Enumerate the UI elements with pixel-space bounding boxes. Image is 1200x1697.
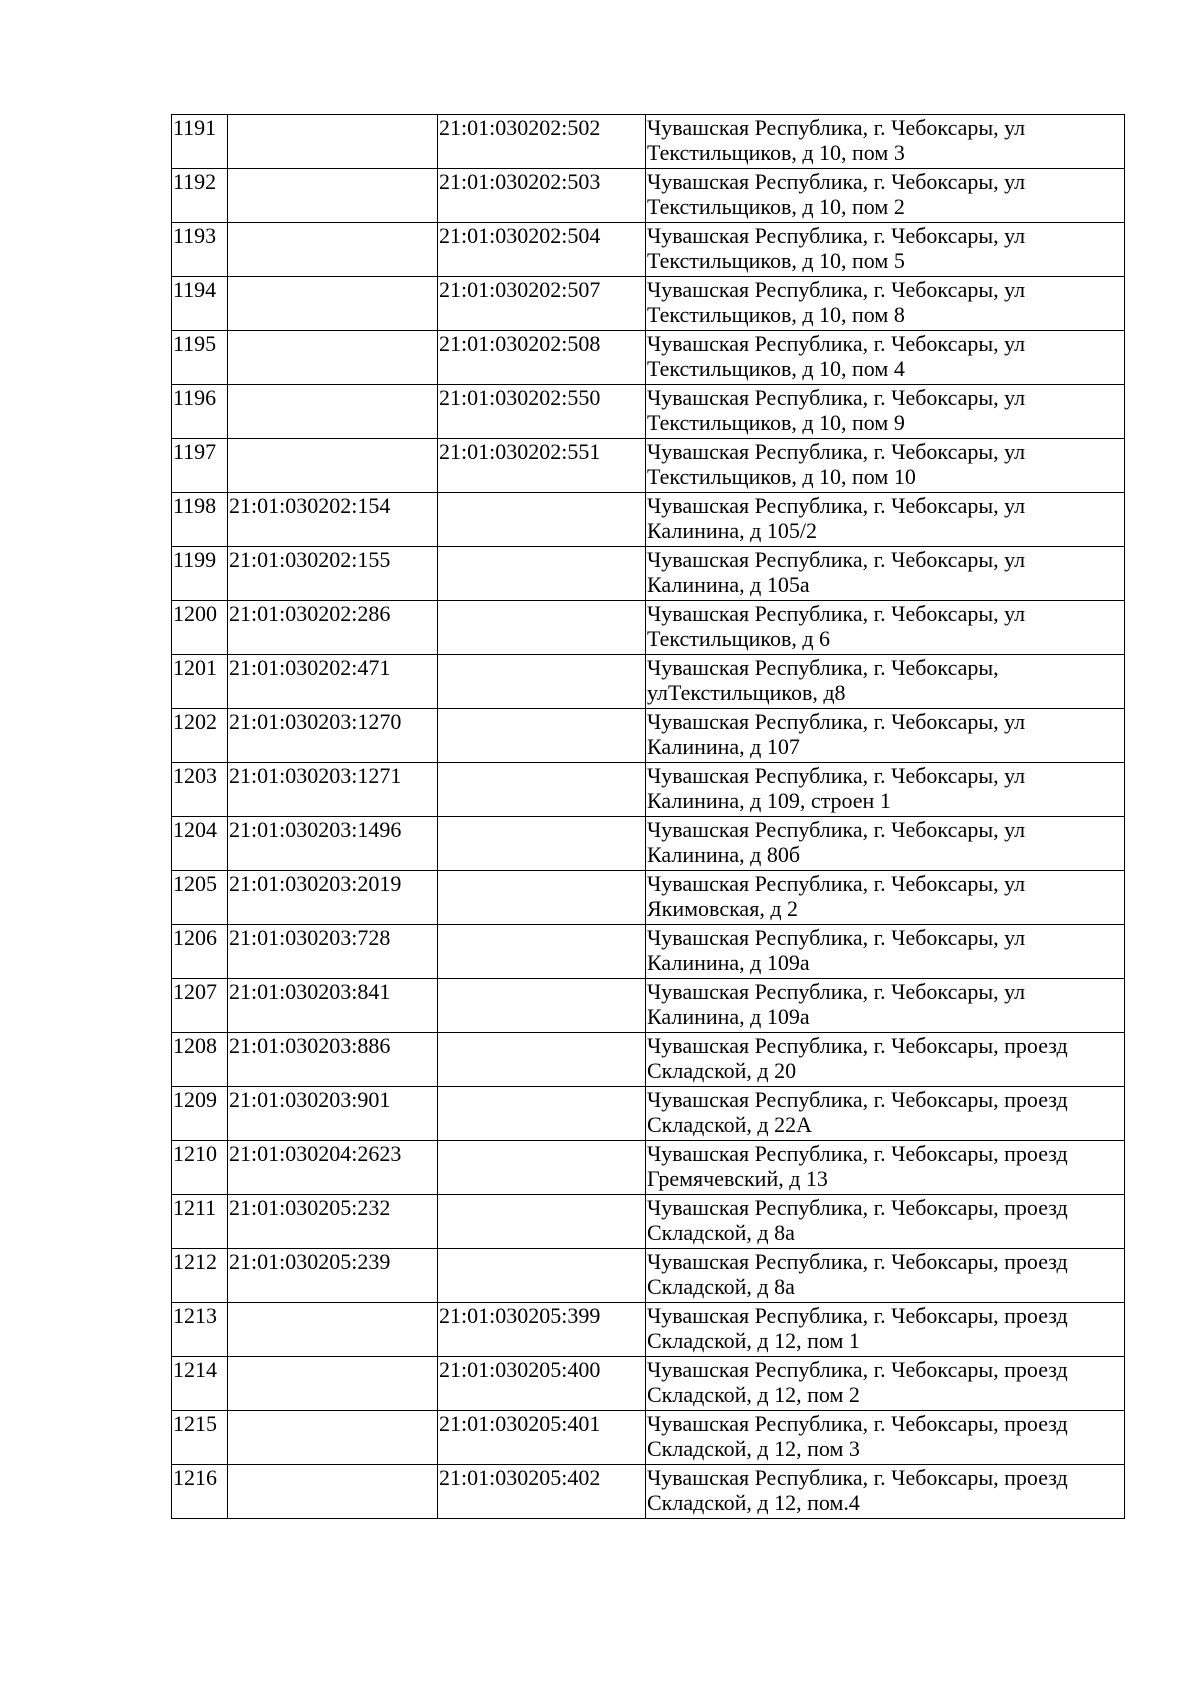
address-cell: Чувашская Республика, г. Чебоксары, ул Текстильщиков, д 10, пом 4 (646, 331, 1125, 385)
table-row (172, 601, 1125, 655)
table-row (172, 709, 1125, 763)
cadastral-number-premises-cell (438, 709, 646, 763)
cadastral-number-land-cell: 21:01:030205:239 (228, 1249, 438, 1303)
table-row (172, 871, 1125, 925)
row-number-cell: 1208 (172, 1033, 228, 1087)
cadastral-number-premises-cell: 21:01:030202:504 (438, 223, 646, 277)
table-row (172, 439, 1125, 493)
row-number-cell: 1198 (172, 493, 228, 547)
row-number-cell: 1202 (172, 709, 228, 763)
table-row (172, 1357, 1125, 1411)
row-number-cell: 1211 (172, 1195, 228, 1249)
address-cell: Чувашская Республика, г. Чебоксары, ул Текстильщиков, д 6 (646, 601, 1125, 655)
address-cell: Чувашская Республика, г. Чебоксары, ул Калинина, д 80б (646, 817, 1125, 871)
address-cell: Чувашская Республика, г. Чебоксары, ул Текстильщиков, д 10, пом 9 (646, 385, 1125, 439)
row-number-cell: 1206 (172, 925, 228, 979)
row-number-cell: 1204 (172, 817, 228, 871)
cadastral-number-land-cell: 21:01:030203:1496 (228, 817, 438, 871)
table-row (172, 1303, 1125, 1357)
cadastral-number-premises-cell: 21:01:030202:550 (438, 385, 646, 439)
address-cell: Чувашская Республика, г. Чебоксары, ул Текстильщиков, д 10, пом 10 (646, 439, 1125, 493)
row-number-cell: 1196 (172, 385, 228, 439)
cadastral-number-premises-cell (438, 493, 646, 547)
cadastral-number-land-cell (228, 1411, 438, 1465)
row-number-cell: 1191 (172, 115, 228, 169)
cadastral-number-premises-cell (438, 979, 646, 1033)
table-row (172, 1411, 1125, 1465)
cadastral-number-premises-cell: 21:01:030202:508 (438, 331, 646, 385)
row-number-cell: 1199 (172, 547, 228, 601)
table-row (172, 547, 1125, 601)
cadastral-number-premises-cell (438, 871, 646, 925)
address-cell: Чувашская Республика, г. Чебоксары, ул Калинина, д 109, строен 1 (646, 763, 1125, 817)
cadastral-number-premises-cell: 21:01:030202:502 (438, 115, 646, 169)
cadastral-number-land-cell: 21:01:030203:728 (228, 925, 438, 979)
cadastral-number-land-cell (228, 169, 438, 223)
cadastral-number-premises-cell (438, 601, 646, 655)
cadastral-number-land-cell: 21:01:030203:1271 (228, 763, 438, 817)
address-cell: Чувашская Республика, г. Чебоксары, ул Калинина, д 105/2 (646, 493, 1125, 547)
address-cell: Чувашская Республика, г. Чебоксары, улТекстильщиков, д8 (646, 655, 1125, 709)
row-number-cell: 1195 (172, 331, 228, 385)
cadastral-number-land-cell: 21:01:030203:841 (228, 979, 438, 1033)
cadastral-number-land-cell: 21:01:030202:286 (228, 601, 438, 655)
row-number-cell: 1207 (172, 979, 228, 1033)
table-row (172, 493, 1125, 547)
table-row (172, 817, 1125, 871)
table-row (172, 1195, 1125, 1249)
row-number-cell: 1216 (172, 1465, 228, 1519)
registry-table-body (172, 115, 1125, 1519)
cadastral-number-premises-cell (438, 1087, 646, 1141)
cadastral-number-land-cell (228, 439, 438, 493)
table-row (172, 1033, 1125, 1087)
table-row (172, 385, 1125, 439)
cadastral-number-premises-cell: 21:01:030205:402 (438, 1465, 646, 1519)
cadastral-number-land-cell (228, 277, 438, 331)
cadastral-number-premises-cell (438, 925, 646, 979)
address-cell: Чувашская Республика, г. Чебоксары, ул Якимовская, д 2 (646, 871, 1125, 925)
cadastral-number-premises-cell (438, 763, 646, 817)
table-row (172, 979, 1125, 1033)
address-cell: Чувашская Республика, г. Чебоксары, ул Текстильщиков, д 10, пом 2 (646, 169, 1125, 223)
row-number-cell: 1192 (172, 169, 228, 223)
cadastral-number-premises-cell (438, 1249, 646, 1303)
cadastral-number-land-cell: 21:01:030203:901 (228, 1087, 438, 1141)
row-number-cell: 1209 (172, 1087, 228, 1141)
address-cell: Чувашская Республика, г. Чебоксары, проезд Складской, д 20 (646, 1033, 1125, 1087)
address-cell: Чувашская Республика, г. Чебоксары, проезд Складской, д 8а (646, 1249, 1125, 1303)
cadastral-number-land-cell (228, 115, 438, 169)
cadastral-number-premises-cell (438, 547, 646, 601)
address-cell: Чувашская Республика, г. Чебоксары, проезд Складской, д 12, пом.4 (646, 1465, 1125, 1519)
address-cell: Чувашская Республика, г. Чебоксары, ул Калинина, д 107 (646, 709, 1125, 763)
cadastral-number-premises-cell: 21:01:030202:503 (438, 169, 646, 223)
address-cell: Чувашская Республика, г. Чебоксары, ул Калинина, д 105а (646, 547, 1125, 601)
registry-table (171, 114, 1125, 1519)
address-cell: Чувашская Республика, г. Чебоксары, проезд Гремячевский, д 13 (646, 1141, 1125, 1195)
row-number-cell: 1215 (172, 1411, 228, 1465)
cadastral-number-land-cell (228, 1303, 438, 1357)
row-number-cell: 1205 (172, 871, 228, 925)
address-cell: Чувашская Республика, г. Чебоксары, проезд Складской, д 22А (646, 1087, 1125, 1141)
cadastral-number-premises-cell (438, 1141, 646, 1195)
cadastral-number-premises-cell: 21:01:030202:551 (438, 439, 646, 493)
address-cell: Чувашская Республика, г. Чебоксары, ул Текстильщиков, д 10, пом 5 (646, 223, 1125, 277)
address-cell: Чувашская Республика, г. Чебоксары, проезд Складской, д 12, пом 3 (646, 1411, 1125, 1465)
table-row (172, 115, 1125, 169)
address-cell: Чувашская Республика, г. Чебоксары, ул Текстильщиков, д 10, пом 8 (646, 277, 1125, 331)
cadastral-number-land-cell: 21:01:030203:2019 (228, 871, 438, 925)
table-row (172, 655, 1125, 709)
cadastral-number-land-cell (228, 385, 438, 439)
row-number-cell: 1210 (172, 1141, 228, 1195)
cadastral-number-premises-cell (438, 1033, 646, 1087)
cadastral-number-land-cell (228, 1357, 438, 1411)
cadastral-number-premises-cell (438, 655, 646, 709)
cadastral-number-premises-cell (438, 1195, 646, 1249)
address-cell: Чувашская Республика, г. Чебоксары, проезд Складской, д 12, пом 1 (646, 1303, 1125, 1357)
table-row (172, 223, 1125, 277)
address-cell: Чувашская Республика, г. Чебоксары, проезд Складской, д 12, пом 2 (646, 1357, 1125, 1411)
row-number-cell: 1214 (172, 1357, 228, 1411)
cadastral-number-land-cell: 21:01:030203:1270 (228, 709, 438, 763)
table-row (172, 1141, 1125, 1195)
cadastral-number-premises-cell: 21:01:030205:400 (438, 1357, 646, 1411)
row-number-cell: 1201 (172, 655, 228, 709)
row-number-cell: 1212 (172, 1249, 228, 1303)
cadastral-number-land-cell: 21:01:030204:2623 (228, 1141, 438, 1195)
cadastral-number-premises-cell (438, 817, 646, 871)
table-row (172, 331, 1125, 385)
table-row (172, 169, 1125, 223)
table-row (172, 1249, 1125, 1303)
row-number-cell: 1200 (172, 601, 228, 655)
cadastral-number-land-cell: 21:01:030203:886 (228, 1033, 438, 1087)
row-number-cell: 1203 (172, 763, 228, 817)
address-cell: Чувашская Республика, г. Чебоксары, ул Калинина, д 109а (646, 925, 1125, 979)
address-cell: Чувашская Республика, г. Чебоксары, проезд Складской, д 8а (646, 1195, 1125, 1249)
cadastral-number-premises-cell: 21:01:030202:507 (438, 277, 646, 331)
row-number-cell: 1194 (172, 277, 228, 331)
cadastral-number-land-cell (228, 223, 438, 277)
table-row (172, 763, 1125, 817)
table-row (172, 925, 1125, 979)
address-cell: Чувашская Республика, г. Чебоксары, ул Калинина, д 109а (646, 979, 1125, 1033)
row-number-cell: 1197 (172, 439, 228, 493)
cadastral-number-premises-cell: 21:01:030205:401 (438, 1411, 646, 1465)
cadastral-number-land-cell: 21:01:030205:232 (228, 1195, 438, 1249)
table-row (172, 277, 1125, 331)
table-row (172, 1465, 1125, 1519)
cadastral-number-land-cell (228, 331, 438, 385)
row-number-cell: 1193 (172, 223, 228, 277)
row-number-cell: 1213 (172, 1303, 228, 1357)
cadastral-number-premises-cell: 21:01:030205:399 (438, 1303, 646, 1357)
table-row (172, 1087, 1125, 1141)
address-cell: Чувашская Республика, г. Чебоксары, ул Текстильщиков, д 10, пом 3 (646, 115, 1125, 169)
cadastral-number-land-cell (228, 1465, 438, 1519)
cadastral-number-land-cell: 21:01:030202:471 (228, 655, 438, 709)
cadastral-number-land-cell: 21:01:030202:154 (228, 493, 438, 547)
cadastral-number-land-cell: 21:01:030202:155 (228, 547, 438, 601)
